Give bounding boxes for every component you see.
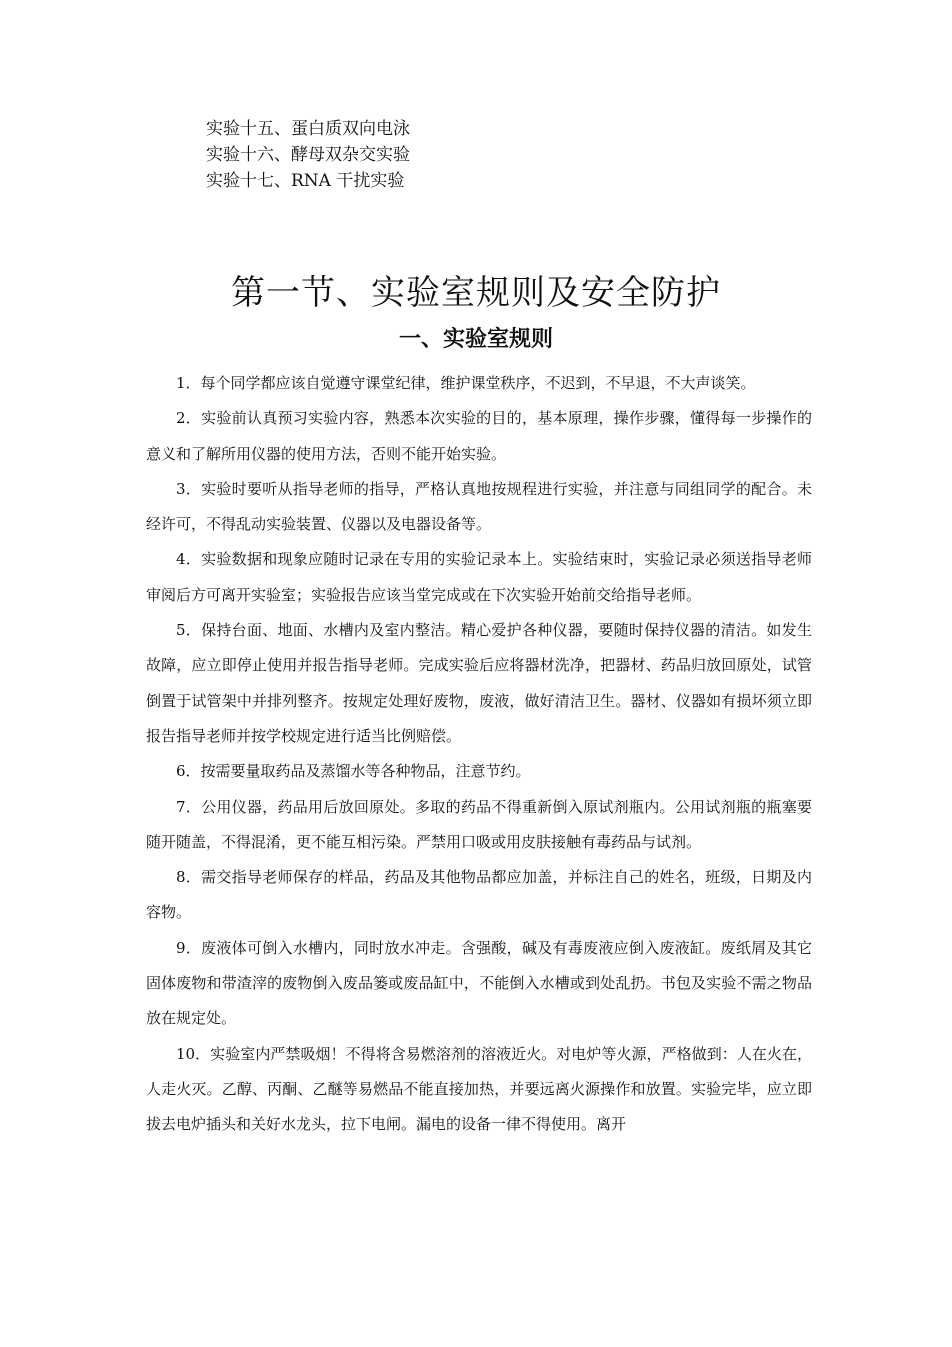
rule-paragraph-5: 5．保持台面、地面、水槽内及室内整洁。精心爱护各种仪器，要随时保持仪器的清洁。如发生故障，应立即停止使用并报告指导老师。完成实验后应将器材洗净，把器材、药品归放回原处，试管倒置于试管架中并排列整齐。按规定处理好废物，废液，做好清洁卫生。器材、仪器如有损坏须立即报告指导老师并按学校规定进行适当比例赔偿。 [146,621,812,745]
rule-paragraph-8: 8．需交指导老师保存的样品，药品及其他物品都应加盖，并标注自己的姓名，班级，日期及内容物。 [146,868,812,922]
rule-paragraph-10: 10．实验室内严禁吸烟！不得将含易燃溶剂的溶液近火。对电炉等火源，严格做到：人在火在，人走火灭。乙醇、丙酮、乙醚等易燃品不能直接加热，并要远离火源操作和放置。实验完毕，应立即拔去电炉插头和关好水龙头，拉下电闸。漏电的设备一律不得使用。离开 [146,1044,812,1134]
rule-paragraph-2: 2．实验前认真预习实验内容，熟悉本次实验的目的，基本原理，操作步骤，懂得每一步操作的意义和了解所用仪器的使用方法，否则不能开始实验。 [146,409,812,463]
rule-paragraph-3: 3．实验时要听从指导老师的指导，严格认真地按规程进行实验，并注意与同组同学的配合。未经许可，不得乱动实验装置、仪器以及电器设备等。 [146,479,812,534]
section-title: 第一节、实验室规则及安全防护 [231,273,721,313]
lab-rules-body [146,366,812,1143]
rule-paragraph-6: 6．按需要量取药品及蒸馏水等各种物品，注意节约。 [176,762,531,781]
rule-paragraph-9: 9．废液体可倒入水槽内，同时放水冲走。含强酸，碱及有毒废液应倒入废液缸。废纸屑及其它固体废物和带渣滓的废物倒入废品篓或废品缸中，不能倒入水槽或到处乱扔。书包及实验不需之物品放在规定处。 [146,938,812,1028]
rule-paragraph-1: 1．每个同学都应该自觉遵守课堂纪律，维护课堂秩序，不迟到，不早退，不大声谈笑。 [176,374,756,392]
toc-item-16: 实验十六、酵母双杂交实验 [206,145,410,165]
rule-paragraph-4: 4．实验数据和现象应随时记录在专用的实验记录本上。实验结束时，实验记录必须送指导老师审阅后方可离开实验室；实验报告应该当堂完成或在下次实验开始前交给指导老师。 [146,550,812,604]
toc-item-17: 实验十七、RNA 干扰实验 [206,171,405,191]
subsection-title: 一、实验室规则 [398,327,553,352]
table-of-contents [206,116,410,194]
rule-paragraph-7: 7．公用仪器，药品用后放回原处。多取的药品不得重新倒入原试剂瓶内。公用试剂瓶的瓶塞要随开随盖，不得混淆，更不能互相污染。严禁用口吸或用皮肤接触有毒药品与试剂。 [146,797,812,851]
toc-item-15: 实验十五、蛋白质双向电泳 [206,119,410,139]
